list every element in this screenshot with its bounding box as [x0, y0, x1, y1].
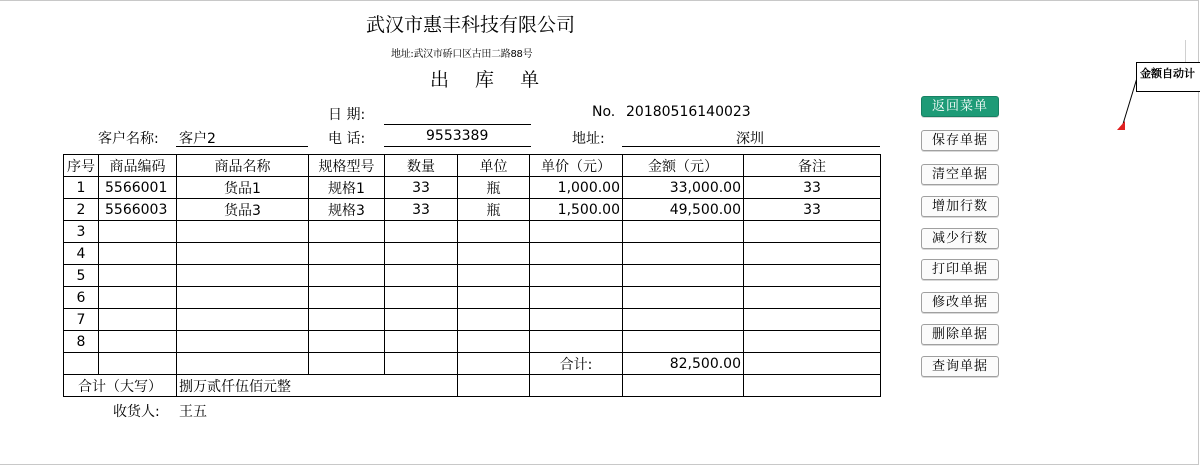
table-row [64, 265, 881, 287]
col-header: 数量 [385, 155, 458, 177]
total-label: 合计: [530, 353, 623, 375]
outbound-table [63, 154, 881, 397]
row-number: 4 [64, 243, 99, 265]
address-label: 地址: [572, 131, 605, 147]
table-cell[interactable] [530, 243, 623, 265]
table-cell[interactable] [99, 331, 177, 353]
table-cell[interactable]: 33 [744, 199, 881, 221]
table-cell[interactable] [64, 353, 99, 375]
query-button[interactable]: 查询单据 [921, 356, 999, 377]
table-cell[interactable] [385, 353, 458, 375]
table-cell[interactable] [744, 243, 881, 265]
col-header: 备注 [744, 155, 881, 177]
row-number: 3 [64, 221, 99, 243]
address-value[interactable]: 深圳 [736, 131, 764, 147]
table-cell[interactable] [458, 375, 530, 397]
table-cell[interactable] [744, 353, 881, 375]
table-cell[interactable] [385, 265, 458, 287]
row-number: 5 [64, 265, 99, 287]
table-cell[interactable] [458, 309, 530, 331]
back-to-menu-button[interactable]: 返回菜单 [921, 96, 999, 117]
receiver-value[interactable]: 王五 [179, 404, 207, 420]
table-row [64, 309, 881, 331]
total-amount[interactable]: 82,500.00 [623, 353, 744, 375]
table-cell[interactable] [385, 243, 458, 265]
table-row [64, 199, 881, 221]
table-cell[interactable] [309, 287, 385, 309]
phone-label: 电 话: [328, 131, 366, 147]
table-cell[interactable] [385, 331, 458, 353]
table-cell[interactable] [623, 331, 744, 353]
table-cell[interactable] [385, 309, 458, 331]
print-button[interactable]: 打印单据 [921, 259, 999, 280]
table-cell[interactable] [309, 331, 385, 353]
table-cell[interactable] [177, 309, 309, 331]
table-cell[interactable]: 49,500.00 [623, 199, 744, 221]
table-cell[interactable] [530, 375, 623, 397]
receiver-label: 收货人: [113, 404, 160, 420]
table-cell[interactable] [744, 331, 881, 353]
col-header: 规格型号 [309, 155, 385, 177]
table-cell[interactable]: 5566003 [99, 199, 177, 221]
total-row [64, 353, 881, 375]
company-address: 地址:武汉市硚口区古田二路88号 [391, 49, 533, 60]
customer-underline [176, 146, 308, 147]
add-row-button[interactable]: 增加行数 [921, 196, 999, 217]
table-cell[interactable] [385, 287, 458, 309]
table-cell[interactable] [744, 375, 881, 397]
table-cell[interactable] [99, 353, 177, 375]
customer-label: 客户名称: [98, 131, 159, 147]
table-cell[interactable] [177, 243, 309, 265]
table-cell[interactable] [309, 265, 385, 287]
col-header: 单价（元） [530, 155, 623, 177]
remove-row-button[interactable]: 减少行数 [921, 228, 999, 249]
uppercase-total-value[interactable]: 捌万贰仟伍佰元整 [177, 375, 458, 397]
comment-marker-icon [1117, 121, 1127, 131]
table-cell[interactable] [623, 375, 744, 397]
table-cell[interactable]: 33,000.00 [623, 177, 744, 199]
table-row [64, 221, 881, 243]
table-cell[interactable] [623, 309, 744, 331]
table-cell[interactable] [623, 221, 744, 243]
col-header: 序号 [64, 155, 99, 177]
table-row [64, 287, 881, 309]
table-cell[interactable] [623, 243, 744, 265]
table-cell[interactable]: 1,500.00 [530, 199, 623, 221]
address-underline [622, 146, 880, 147]
phone-value[interactable]: 9553389 [426, 128, 489, 144]
table-cell[interactable] [623, 265, 744, 287]
table-cell[interactable] [177, 331, 309, 353]
table-cell[interactable] [309, 221, 385, 243]
table-cell[interactable] [530, 287, 623, 309]
row-number: 7 [64, 309, 99, 331]
table-cell[interactable] [530, 221, 623, 243]
table-row [64, 177, 881, 199]
table-cell[interactable] [309, 309, 385, 331]
table-cell[interactable] [530, 331, 623, 353]
table-cell[interactable] [99, 309, 177, 331]
col-header: 商品编码 [99, 155, 177, 177]
table-cell[interactable] [458, 221, 530, 243]
table-cell[interactable] [458, 331, 530, 353]
table-cell[interactable] [744, 221, 881, 243]
table-cell[interactable] [99, 265, 177, 287]
cell-comment[interactable]: 金额自动计 [1136, 62, 1200, 92]
table-cell[interactable]: 33 [744, 177, 881, 199]
clear-button[interactable]: 清空单据 [921, 164, 999, 185]
table-cell[interactable] [177, 265, 309, 287]
no-label: No. [592, 104, 616, 120]
table-cell[interactable] [458, 353, 530, 375]
date-underline [384, 124, 531, 125]
save-button[interactable]: 保存单据 [921, 130, 999, 151]
phone-underline [384, 146, 531, 147]
table-cell[interactable] [99, 221, 177, 243]
col-header: 商品名称 [177, 155, 309, 177]
table-cell[interactable] [744, 309, 881, 331]
table-cell[interactable]: 33 [385, 177, 458, 199]
row-number: 1 [64, 177, 99, 199]
table-cell[interactable] [744, 265, 881, 287]
table-cell[interactable] [177, 353, 309, 375]
table-cell[interactable]: 1,000.00 [530, 177, 623, 199]
delete-button[interactable]: 删除单据 [921, 324, 999, 345]
table-cell[interactable] [458, 243, 530, 265]
table-cell[interactable] [623, 287, 744, 309]
edit-button[interactable]: 修改单据 [921, 292, 999, 313]
row-number: 8 [64, 331, 99, 353]
row-number: 2 [64, 199, 99, 221]
table-cell[interactable] [177, 287, 309, 309]
col-header: 单位 [458, 155, 530, 177]
table-cell[interactable] [744, 287, 881, 309]
row-number: 6 [64, 287, 99, 309]
table-cell[interactable] [458, 287, 530, 309]
table-row [64, 331, 881, 353]
table-cell[interactable] [99, 243, 177, 265]
date-label: 日 期: [328, 107, 366, 123]
table-cell[interactable]: 瓶 [458, 199, 530, 221]
table-cell[interactable]: 货品3 [177, 199, 309, 221]
table-cell[interactable] [99, 287, 177, 309]
table-cell[interactable] [177, 221, 309, 243]
table-cell[interactable] [458, 265, 530, 287]
uppercase-total-label: 合计（大写） [64, 375, 177, 397]
table-cell[interactable] [530, 265, 623, 287]
uppercase-total-row [64, 375, 881, 397]
document-title: 出 库 单 [430, 69, 550, 91]
col-header: 金额（元） [623, 155, 744, 177]
company-name: 武汉市惠丰科技有限公司 [366, 14, 576, 36]
table-cell[interactable] [530, 309, 623, 331]
table-cell[interactable] [309, 243, 385, 265]
table-cell[interactable]: 货品1 [177, 177, 309, 199]
table-cell[interactable]: 5566001 [99, 177, 177, 199]
table-cell[interactable] [385, 221, 458, 243]
table-row [64, 243, 881, 265]
customer-value[interactable]: 客户2 [179, 131, 216, 147]
table-cell[interactable]: 33 [385, 199, 458, 221]
table-cell[interactable]: 规格3 [309, 199, 385, 221]
table-cell[interactable] [309, 353, 385, 375]
table-cell[interactable]: 瓶 [458, 177, 530, 199]
table-header-row [64, 155, 881, 177]
document-number[interactable]: 20180516140023 [626, 104, 751, 120]
table-cell[interactable]: 规格1 [309, 177, 385, 199]
